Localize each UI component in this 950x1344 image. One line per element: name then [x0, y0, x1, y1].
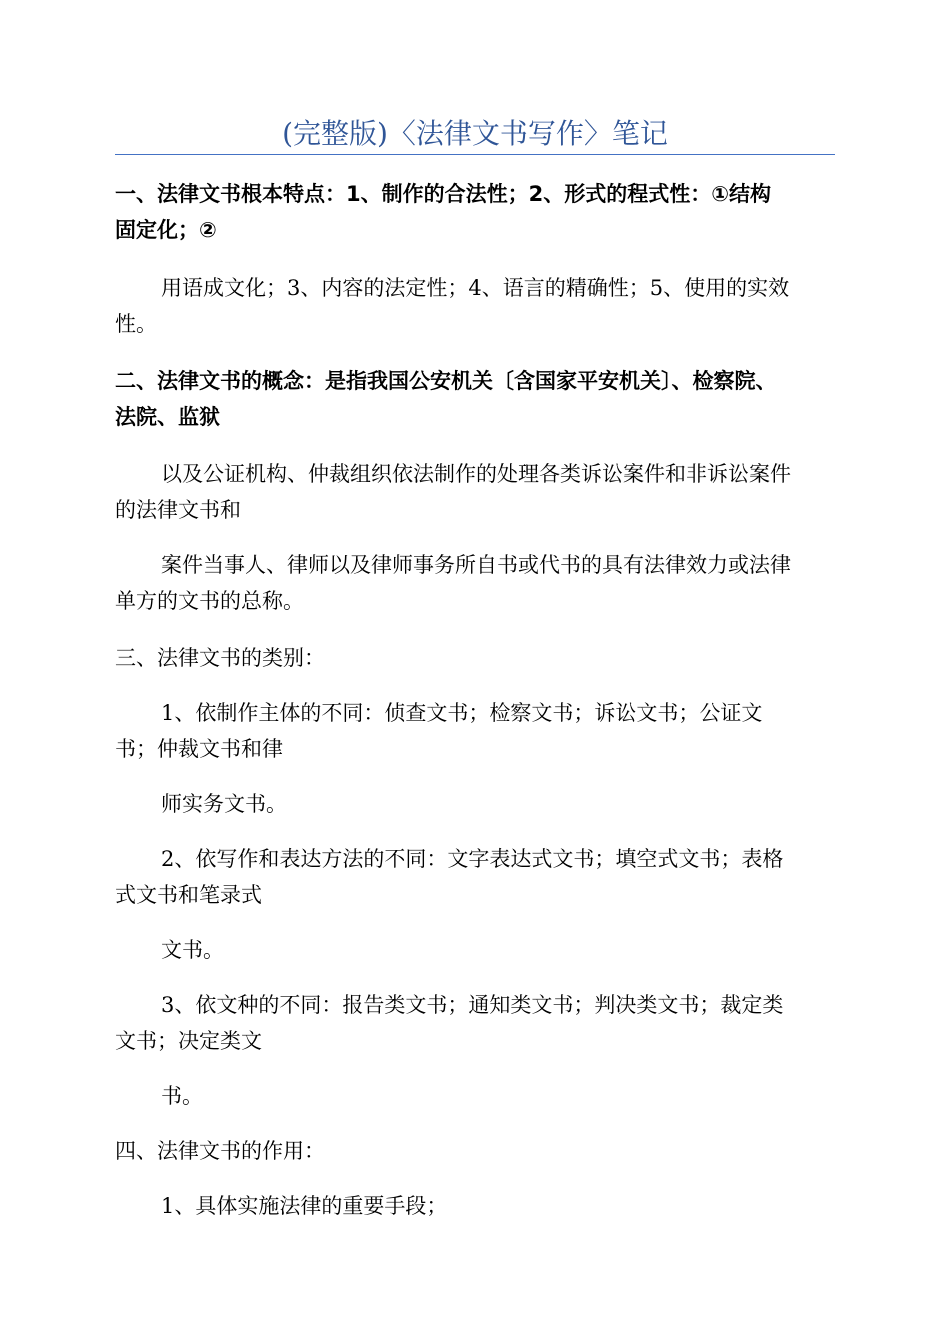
text-line: 二、法律文书的概念：是指我国公安机关〔含国家平安机关〕、检察院、 — [115, 369, 777, 393]
paragraph-category-2-cont — [115, 932, 835, 968]
paragraph-concept-cont-2 — [115, 547, 835, 619]
paragraph-characteristics — [115, 176, 835, 248]
title-underline — [115, 154, 835, 155]
text-line: 文书；决定类文 — [115, 1029, 262, 1053]
text-line: 书；仲裁文书和律 — [115, 737, 283, 761]
paragraph-characteristics-cont — [115, 270, 835, 342]
text-line: 书。 — [161, 1084, 203, 1108]
paragraph-category-3-cont — [115, 1078, 835, 1114]
text-line: 3、依文种的不同：报告类文书；通知类文书；判决类文书；裁定类 — [161, 993, 784, 1017]
text-line: 1、依制作主体的不同：侦查文书；检察文书；诉讼文书；公证文 — [161, 701, 763, 725]
text-line: 三、法律文书的类别： — [115, 646, 325, 670]
text-line: 师实务文书。 — [161, 792, 287, 816]
text-line: 四、法律文书的作用： — [115, 1139, 325, 1163]
text-line: 1、具体实施法律的重要手段； — [161, 1194, 448, 1218]
text-line: 以及公证机构、仲裁组织依法制作的处理各类诉讼案件和非诉讼案件 — [161, 462, 791, 486]
text-line: 固定化；② — [115, 218, 217, 242]
paragraph-category-3 — [115, 987, 835, 1059]
text-line: 的法律文书和 — [115, 498, 241, 522]
paragraph-concept — [115, 363, 835, 435]
text-line: 2、依写作和表达方法的不同：文字表达式文书；填空式文书；表格 — [161, 847, 784, 871]
paragraph-concept-cont-1 — [115, 456, 835, 528]
text-line: 式文书和笔录式 — [115, 883, 262, 907]
text-line: 案件当事人、律师以及律师事务所自书或代书的具有法律效力或法律 — [161, 553, 791, 577]
heading-functions — [115, 1133, 835, 1169]
document-title: (完整版)〈法律文书写作〉笔记 — [282, 117, 668, 150]
paragraph-category-1 — [115, 695, 835, 767]
heading-categories — [115, 640, 835, 676]
text-line: 性。 — [115, 312, 157, 336]
paragraph-category-2 — [115, 841, 835, 913]
paragraph-function-1 — [115, 1188, 835, 1224]
text-line: 文书。 — [161, 938, 224, 962]
text-line: 单方的文书的总称。 — [115, 589, 304, 613]
text-line: 一、法律文书根本特点：1、制作的合法性；2、形式的程式性：①结构 — [115, 182, 772, 206]
text-line: 用语成文化；3、内容的法定性；4、语言的精确性；5、使用的实效 — [161, 276, 790, 300]
paragraph-category-1-cont — [115, 786, 835, 822]
text-line: 法院、监狱 — [115, 405, 220, 429]
